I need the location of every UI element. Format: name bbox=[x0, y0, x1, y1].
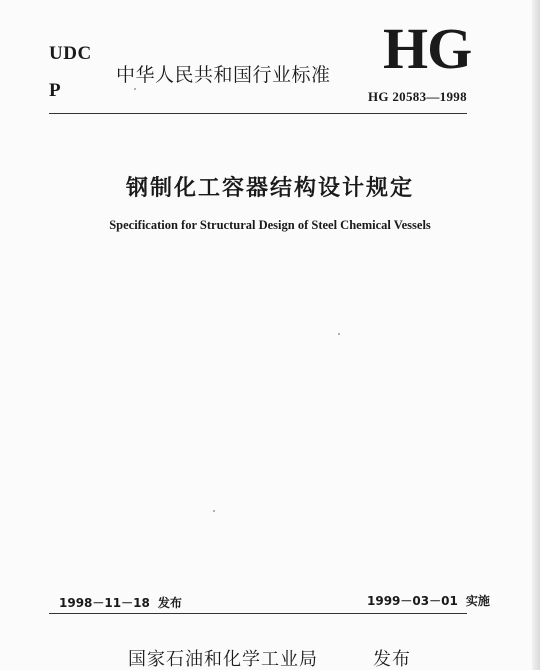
issue-word: 发布 bbox=[373, 649, 411, 670]
issuing-authority: 国家石油和化学工业局 bbox=[128, 649, 318, 670]
header-divider bbox=[49, 113, 467, 114]
page-edge-shadow bbox=[532, 0, 540, 670]
standard-number: HG 20583—1998 bbox=[368, 89, 467, 104]
industry-standard-heading: 中华人民共和国行业标准 bbox=[116, 64, 331, 86]
issue-date-label: 发布 bbox=[157, 596, 182, 610]
effective-date: 1999－03－01 bbox=[367, 594, 458, 608]
document-title-english: Specification for Structural Design of Steel Chemical Vessels bbox=[109, 218, 431, 232]
scan-speck bbox=[213, 510, 215, 512]
effective-date-block bbox=[367, 592, 490, 609]
footer-divider bbox=[49, 613, 467, 614]
issue-date: 1998－11－18 bbox=[59, 596, 150, 610]
classification-code: P bbox=[49, 80, 61, 101]
scan-speck bbox=[134, 88, 136, 90]
scan-speck bbox=[338, 333, 340, 335]
document-title-chinese: 钢制化工容器结构设计规定 bbox=[125, 176, 414, 201]
issue-date-block bbox=[59, 594, 182, 611]
hg-logo: HG bbox=[383, 16, 472, 81]
udc-label: UDC bbox=[49, 43, 92, 64]
effective-date-label: 实施 bbox=[465, 594, 490, 608]
